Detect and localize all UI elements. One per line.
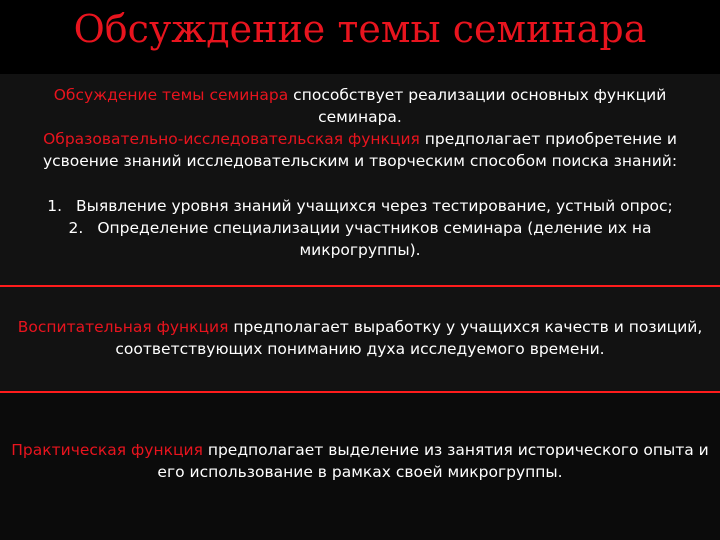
intro-text-topic: способствует реализации основных функций семинара.: [288, 86, 667, 126]
practical-text: предполагает выделение из занятия исторического опыта и его использование в рамках своей микрогруппы.: [157, 441, 709, 481]
list-item-number: 1.: [47, 197, 63, 215]
educational-function-paragraph: [10, 316, 710, 360]
practical-function-paragraph: [10, 439, 710, 483]
intro-paragraph: [10, 84, 710, 172]
intro-highlight-topic: Обсуждение темы семинара: [53, 86, 289, 104]
practical-highlight: Практическая функция: [11, 441, 203, 459]
educational-text: предполагает выработку у учащихся качеств и позиций, соответствующих пониманию духа исследуемого времени.: [115, 318, 703, 358]
intro-highlight-function: Образовательно-исследовательская функция: [43, 130, 420, 148]
intro-text-function: предполагает приобретение и усвоение знаний исследовательским и творческим способом поиска знаний:: [42, 130, 678, 170]
educational-highlight: Воспитательная функция: [17, 318, 229, 336]
list-item: [10, 217, 710, 261]
list-item-text: Определение специализации участников семинара (деление их на микрогруппы).: [97, 219, 652, 259]
list-item-text: Выявление уровня знаний учащихся через тестирование, устный опрос;: [76, 197, 673, 215]
list-item-number: 2.: [68, 219, 84, 237]
numbered-list: [10, 195, 710, 261]
list-item: [10, 195, 710, 217]
slide-title: Обсуждение темы семинара: [73, 7, 647, 51]
